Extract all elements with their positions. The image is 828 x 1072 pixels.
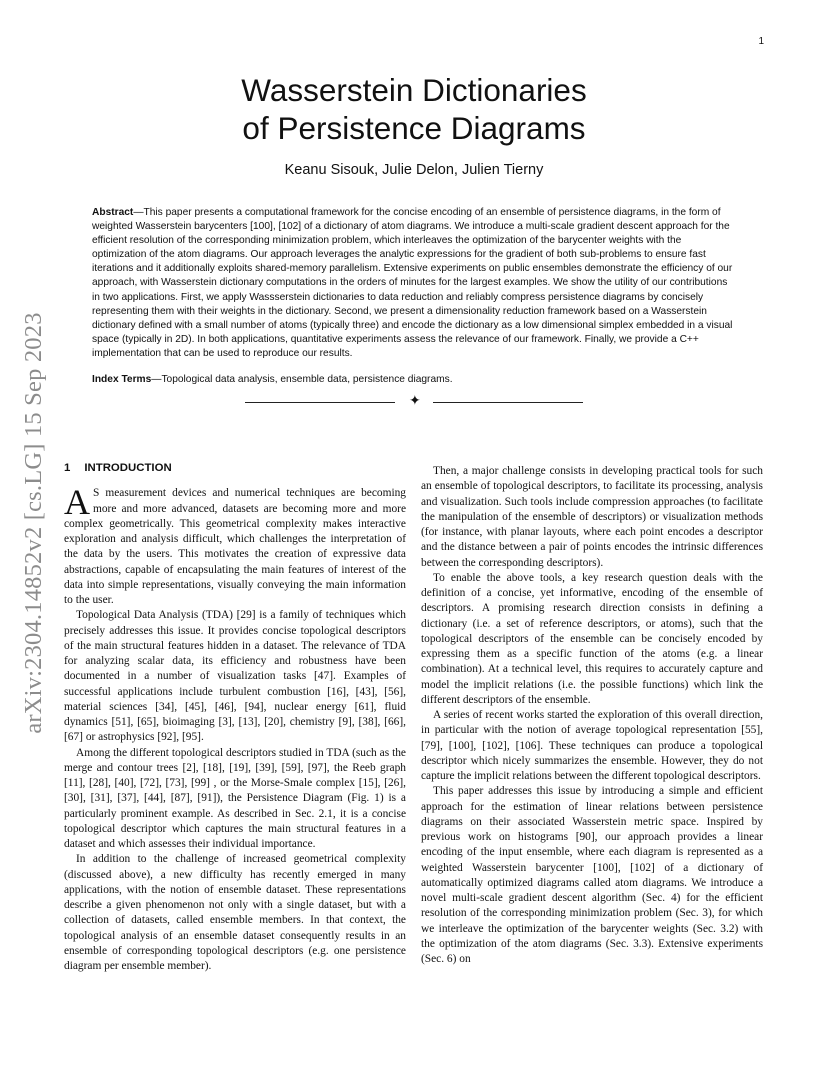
abstract-label: Abstract	[92, 207, 134, 218]
index-terms	[92, 374, 737, 385]
separator-diamond-icon: ✦	[409, 394, 421, 409]
index-terms-label: Index Terms	[92, 374, 152, 385]
section-title: INTRODUCTION	[84, 462, 172, 474]
paper-title	[0, 71, 828, 147]
arxiv-identifier-text: arXiv:2304.14852v2 [cs.LG] 15 Sep 2023	[20, 312, 47, 734]
authors: Keanu Sisouk, Julie Delon, Julien Tierny	[284, 162, 544, 178]
page-number: 1	[758, 36, 764, 47]
intro-paragraph-1-text: S measurement devices and numerical techniques are becoming more and more advanced, datasets are becoming more and more complex geometrically. This geometrical complexity makes interactive exploration and analysis difficult, which challenges the interpretation of the data by the users. This motivates the creation of expressive data abstractions, capable of encapsulating the main features of interest of the data into simple representations, visually conveying the main information to the user.	[64, 487, 406, 606]
separator-line-right	[433, 402, 583, 403]
intro-paragraph-4: In addition to the challenge of increased geometrical complexity (discussed above), a new difficulty has recently emerged in many applications, with the notion of ensemble dataset. These representations describe a given phenomenon not only with a single dataset, but with a collection of datasets, called ensemble members. In that context, the topological analysis of an ensemble dataset consequently results in an ensemble of corresponding topological descriptors (e.g. one persistence diagram per ensemble member).	[64, 853, 406, 972]
intro-paragraph-7: A series of recent works started the exploration of this overall direction, in particular with the notion of average topological representation [55], [79], [100], [102], [106]. These techniques can produce a topological descriptor which nicely summarizes the ensemble. However, they do not capture the implicit relations between the different topological descriptors.	[421, 709, 763, 782]
title-line-1: Wasserstein Dictionaries	[241, 72, 587, 108]
abstract	[92, 206, 737, 361]
right-column	[421, 464, 763, 967]
section-number: 1	[64, 462, 71, 474]
abstract-text: —This paper presents a computational framework for the concise encoding of an ensemble of persistence diagrams, in the form of weighted Wasserstein barycenters [100], [102] of a dictionary of atom diagrams. We introduce a multi-scale gradient descent approach for the efficient resolution of the corresponding minimization problem, which interleaves the optimization of the barycenter weights with the optimization of the atom diagrams. Our approach leverages the analytic expressions for the gradient of both sub-problems to ensure fast iterations and it additionally exploits shared-memory parallelism. Extensive experiments on public ensembles demonstrate the efficiency of our approach, with Wasserstein dictionary computations in the orders of minutes for the largest examples. We show the utility of our contributions in two applications. First, we apply Wassserstein dictionaries to data reduction and reliably compress persistence diagrams by concisely representing them with their weights in the dictionary. Second, we present a dimensionality reduction framework based on a Wasserstein dictionary defined with a small number of atoms (typically three) and encode the dictionary as a low dimensional simplex embedded in a visual space (typically in 2D). In both applications, quantitative experiments assess the relevance of our framework. Finally, we provide a C++ implementation that can be used to reproduce our results.	[92, 207, 733, 359]
separator-line-left	[245, 402, 395, 403]
title-line-2: of Persistence Diagrams	[242, 110, 586, 146]
index-terms-text: —Topological data analysis, ensemble data, persistence diagrams.	[151, 374, 453, 385]
left-column	[64, 461, 406, 974]
intro-paragraph-2: Topological Data Analysis (TDA) [29] is a family of techniques which precisely addresses this issue. It provides concise topological descriptors of the main structural features hidden in a dataset. The relevance of TDA for analyzing scalar data, its efficiency and robustness have been documented in a number of visualization tasks [47]. Examples of successful applications include turbulent combustion [16], [43], [56], material sciences [34], [45], [46], [94], nuclear energy [61], fluid dynamics [51], [65], bioimaging [3], [13], [20], chemistry [9], [38], [66], [67] or astrophysics [92], [95].	[64, 609, 406, 744]
intro-paragraph-8: This paper addresses this issue by introducing a simple and efficient approach for the estimation of linear relations between persistence diagrams on their associated Wasserstein metric space. Inspired by previous work on histograms [90], our approach provides a linear encoding of the input ensemble, where each diagram is represented as a weighted Wasserstein barycenter [100], [102] of a dictionary of automatically optimized diagrams called atom diagrams. We introduce a novel multi-scale gradient descent algorithm (Sec. 4) for the efficient resolution of the corresponding minimization problem (Sec. 3), for which we interleave the optimization of the barycenter weights (Sec. 3.2) with the optimization of the atom diagrams (Sec. 3.3). Extensive experiments (Sec. 6) on	[421, 785, 763, 965]
intro-paragraph-6: To enable the above tools, a key research question deals with the definition of a concise, yet informative, encoding of the ensemble of descriptors. A promising research direction consists in defining a dictionary (i.e. a set of reference descriptors, or atoms), such that the topological descriptors of the ensemble can be concisely encoded by expressing them as a specific function of the atoms (e.g. a linear combination). At a technical level, this requires to accurately capture and model the implicit relations (i.e. the possible functions) which link the different descriptors of the ensemble.	[421, 571, 763, 706]
intro-paragraph-3: Among the different topological descriptors studied in TDA (such as the merge and contour trees [2], [18], [19], [39], [59], [97], the Reeb graph [11], [28], [40], [72], [73], [99] , or the Morse-Smale complex [15], [26], [30], [31], [37], [44], [87], [91]), the Persistence Diagram (Fig. 1) is a particularly prominent example. As described in Sec. 2.1, it is a concise topological descriptor which captures the main structural features in a dataset and which assesses their individual importance.	[64, 746, 406, 850]
arxiv-identifier	[16, 288, 52, 758]
section-heading	[64, 461, 406, 476]
intro-paragraph-5: Then, a major challenge consists in developing practical tools for such an ensemble of topological descriptors, to facilitate its processing, analysis and visualization. Such tools include compression approaches (to facilitate the manipulation of the ensemble of descriptors) or visualization methods (for instance, with planar layouts, where each point encodes a descriptor and the distance between a pair of points encodes the intrinsic differences between the corresponding descriptors).	[421, 465, 763, 569]
section-separator	[245, 394, 583, 414]
intro-paragraph-1	[64, 482, 406, 608]
drop-cap: A	[64, 482, 90, 523]
